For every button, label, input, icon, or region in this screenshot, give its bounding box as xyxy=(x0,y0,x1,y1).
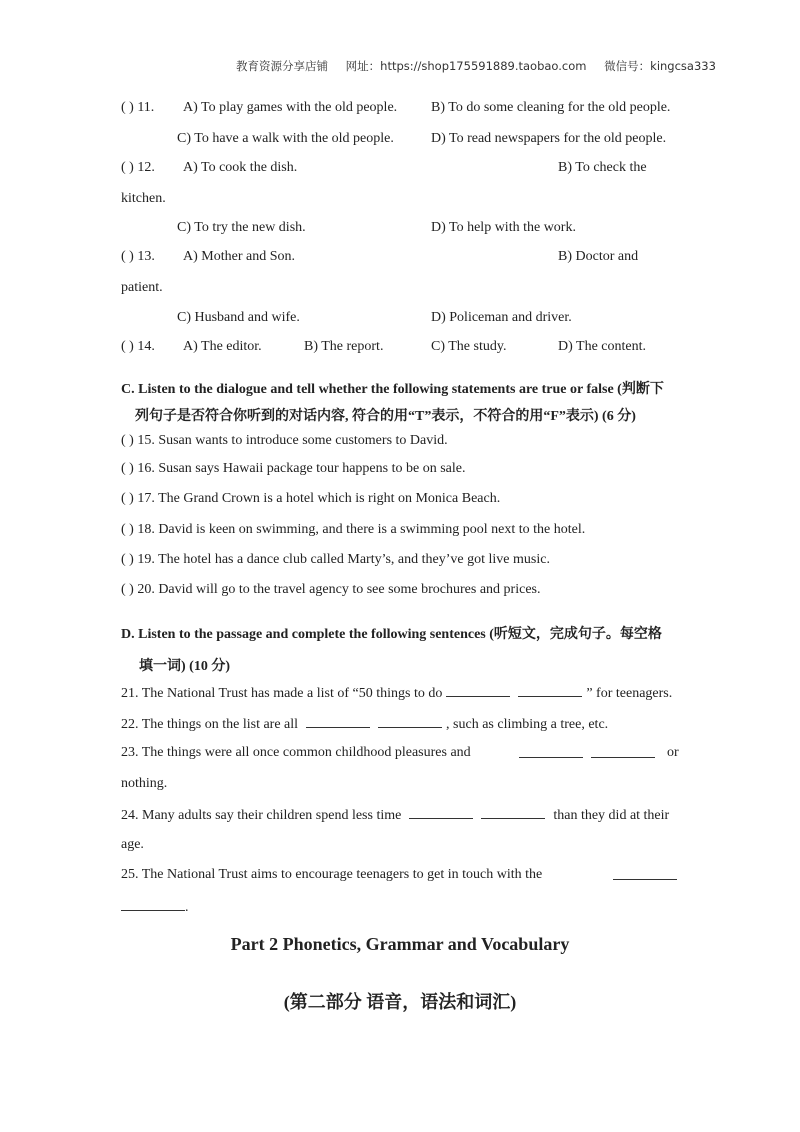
section-d-heading-line2: 填一词) (10 分) xyxy=(139,659,230,674)
blank-24-2[interactable] xyxy=(481,806,545,819)
sentence-22 xyxy=(121,715,608,733)
part2-title: Part 2 Phonetics, Grammar and Vocabulary xyxy=(230,934,570,954)
q13-option-b: B) Doctor and xyxy=(558,249,639,264)
sentence-24-wrap: age. xyxy=(121,837,144,852)
q14-prefix: ( ) 14. xyxy=(121,339,155,354)
sentence-23-end: or xyxy=(667,745,679,760)
q11-option-b: B) To do some cleaning for the old people. xyxy=(431,100,671,115)
q11-prefix: ( ) 11. xyxy=(121,100,155,115)
q14-option-d: D) The content. xyxy=(558,339,646,354)
q11-option-d: D) To read newspapers for the old people. xyxy=(431,131,667,146)
sentence-25-blank-1 xyxy=(613,867,677,885)
part2-subtitle: (第二部分 语音，语法和词汇) xyxy=(283,992,517,1012)
statement-16: ( ) 16. Susan says Hawaii package tour happens to be on sale. xyxy=(121,461,466,476)
blank-24-1[interactable] xyxy=(409,806,473,819)
q11-option-c: C) To have a walk with the old people. xyxy=(177,131,394,146)
sentence-25-wrap xyxy=(121,898,189,916)
blank-25-1[interactable] xyxy=(613,867,677,880)
sentence-25-text: 25. The National Trust aims to encourage teenagers to get in touch with the xyxy=(121,867,543,882)
statement-15: ( ) 15. Susan wants to introduce some customers to David. xyxy=(121,433,448,448)
sentence-25-end: . xyxy=(185,900,189,915)
sentence-23-text: 23. The things were all once common childhood pleasures and xyxy=(121,745,471,760)
q13-option-d: D) Policeman and driver. xyxy=(431,310,572,325)
blank-22-1[interactable] xyxy=(306,715,370,728)
page-header xyxy=(236,58,730,74)
sentence-21-end: ” for teenagers. xyxy=(586,686,673,701)
sentence-24-end: than they did at their xyxy=(553,808,670,823)
sentence-24-text: 24. Many adults say their children spend less time xyxy=(121,808,402,823)
blank-23-1[interactable] xyxy=(519,745,583,758)
statement-17: ( ) 17. The Grand Crown is a hotel which is right on Monica Beach. xyxy=(121,491,501,506)
section-c-heading-line2: 列句子是否符合你听到的对话内容, 符合的用“T”表示，不符合的用“F”表示) (6 分) xyxy=(135,409,636,424)
blank-22-2[interactable] xyxy=(378,715,442,728)
q11-option-a: A) To play games with the old people. xyxy=(183,100,398,115)
statement-18: ( ) 18. David is keen on swimming, and there is a swimming pool next to the hotel. xyxy=(121,522,586,537)
q12-option-b: B) To check the xyxy=(558,160,647,175)
q12-option-c: C) To try the new dish. xyxy=(177,220,306,235)
sentence-21 xyxy=(121,684,672,702)
q12-wrap: kitchen. xyxy=(121,191,166,206)
q13-option-a: A) Mother and Son. xyxy=(183,249,295,264)
q12-option-a: A) To cook the dish. xyxy=(183,160,298,175)
sentence-24 xyxy=(121,806,669,824)
q14-option-a: A) The editor. xyxy=(183,339,262,354)
statement-20: ( ) 20. David will go to the travel agency to see some brochures and prices. xyxy=(121,582,541,597)
sentence-23-blanks xyxy=(519,745,659,763)
blank-21-1[interactable] xyxy=(446,684,510,697)
section-d-heading-line1: D. Listen to the passage and complete the following sentences (听短文，完成句子。每空格 xyxy=(121,627,662,642)
q13-prefix: ( ) 13. xyxy=(121,249,155,264)
shop-url: 网址：https://shop175591889.taobao.com xyxy=(345,59,587,73)
blank-25-2[interactable] xyxy=(121,898,185,911)
q12-prefix: ( ) 12. xyxy=(121,160,155,175)
sentence-21-text: 21. The National Trust has made a list of “50 things to do xyxy=(121,686,443,701)
q13-option-c: C) Husband and wife. xyxy=(177,310,300,325)
wechat-id: 微信号：kingcsa333 xyxy=(604,59,716,73)
blank-21-2[interactable] xyxy=(518,684,582,697)
sentence-22-text: 22. The things on the list are all xyxy=(121,717,299,732)
shop-name: 教育资源分享店铺 xyxy=(236,59,328,73)
q13-wrap: patient. xyxy=(121,280,163,295)
sentence-22-end: , such as climbing a tree, etc. xyxy=(446,717,609,732)
sentence-23-wrap: nothing. xyxy=(121,776,168,791)
q12-option-d: D) To help with the work. xyxy=(431,220,576,235)
statement-19: ( ) 19. The hotel has a dance club called Marty’s, and they’ve got live music. xyxy=(121,552,550,567)
section-c-heading-line1: C. Listen to the dialogue and tell whether the following statements are true or false (判断下 xyxy=(121,382,664,397)
q14-option-b: B) The report. xyxy=(304,339,384,354)
blank-23-2[interactable] xyxy=(591,745,655,758)
q14-option-c: C) The study. xyxy=(431,339,507,354)
